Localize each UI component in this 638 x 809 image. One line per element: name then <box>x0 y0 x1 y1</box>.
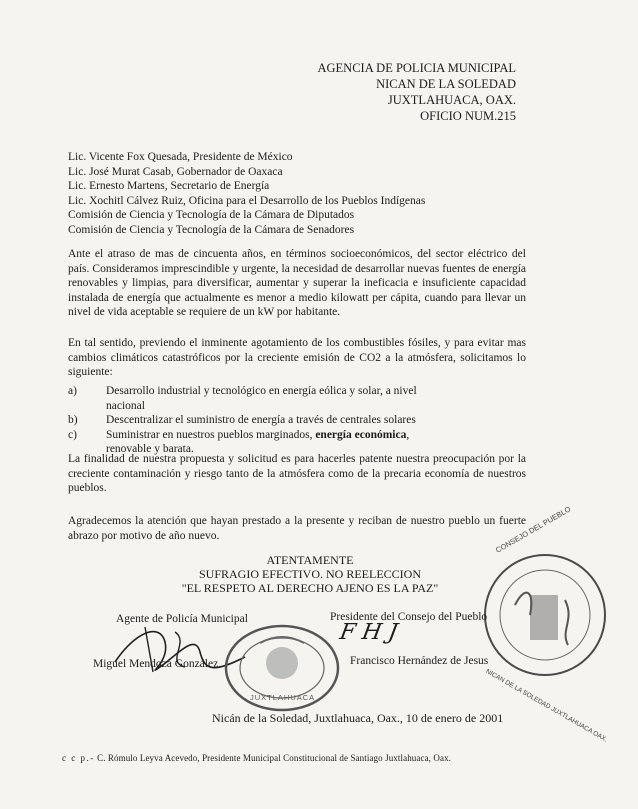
seal-text-left: JUXTLAHUACA <box>250 693 316 702</box>
recipients-list <box>68 150 425 238</box>
signer-right-initials: F H J <box>337 620 400 645</box>
list-item <box>68 384 528 413</box>
seal-text-right-top: CONSEJO DEL PUEBLO <box>494 504 573 555</box>
closing-motto: SUFRAGIO EFECTIVO. NO REELECCION <box>199 567 421 581</box>
list-item-text: Descentralizar el suministro de energía a través de centrales solares <box>106 414 416 426</box>
list-item <box>68 413 528 428</box>
municipality: JUXTLAHUACA, OAX. <box>387 93 516 107</box>
closing-salutation: ATENTAMENTE <box>266 553 354 567</box>
list-item-text-cont: renovable y barata. <box>106 443 194 455</box>
recipient-line: Lic. José Murat Casab, Gobernador de Oaxaca <box>68 165 283 178</box>
list-item-text-start: Suministrar en nuestros pueblos marginados, <box>106 428 316 441</box>
list-marker: b) <box>68 414 78 426</box>
recipient-line: Lic. Ernesto Martens, Secretario de Energía <box>68 180 270 193</box>
signer-right-name: Francisco Hernández de Jesus <box>350 655 489 667</box>
body-paragraph-4: Agradecemos la atención que hayan prestado a la presente y reciban de nuestro pueblo un fuerte abrazo por motivo de año nuevo. <box>68 515 526 542</box>
list-item-text-cont: nacional <box>106 399 145 412</box>
agency-name: AGENCIA DE POLICIA MUNICIPAL <box>317 61 516 75</box>
document-number: OFICIO NUM.215 <box>420 109 516 123</box>
list-item-punct: , <box>406 428 410 441</box>
closing-block <box>160 553 460 595</box>
list-item-text <box>106 428 528 443</box>
cc-recipient: C. Rómulo Leyva Acevedo, Presidente Municipal Constitucional de Santiago Juxtlahuaca, Oax. <box>94 753 452 763</box>
recipient-line: Lic. Vicente Fox Quesada, Presidente de México <box>68 151 293 163</box>
list-marker: a) <box>68 385 77 397</box>
closing-quote: "EL RESPETO AL DERECHO AJENO ES LA PAZ" <box>181 581 439 595</box>
body-paragraph-3: La finalidad de nuestra propuesta y solicitud es para hacerles patente nuestra preocupación por la creciente contaminación y riesgo tanto de la atmósfera como de la precaria economía de nuestros pueblos. <box>68 453 526 494</box>
seal-text-right-bottom: NICAN DE LA SOLEDAD JUXTLAHUACA OAX. <box>484 668 609 744</box>
cc-prefix: c c p.- <box>62 753 95 763</box>
body-paragraph-1: Ante el atraso de mas de cincuenta años, en términos socioeconómicos, del sector eléctrico del país. Consideramos imprescindible y urgente, la necesidad de desarrollar nuevas fuentes de energía renovables y limpias, para diversificar, aumentar y superar la ineficacia e insuficiente capacidad instalada de energía que actualmente es menor a medio kilowatt per cápita, cuando para llevar un nivel de vida aceptable se requiere de un kW por habitante. <box>68 248 526 318</box>
request-list <box>68 384 528 457</box>
list-marker: c) <box>68 428 77 441</box>
town-name: NICAN DE LA SOLEDAD <box>376 77 516 91</box>
date-line: Nicán de la Soledad, Juxtlahuaca, Oax., 10 de enero de 2001 <box>212 711 504 725</box>
body-paragraph-2: En tal sentido, previendo el inminente agotamiento de los combustibles fósiles, y para evitar mas cambios climáticos catastróficos por la creciente emisión de CO2 a la atmósfera, solicitamos lo siguiente: <box>68 337 526 378</box>
signer-left-title: Agente de Policía Municipal <box>116 613 248 625</box>
signer-right-title: Presidente del Consejo del Pueblo <box>330 611 488 623</box>
emphasis-text: energía económica <box>315 428 407 441</box>
recipient-line: Comisión de Ciencia y Tecnología de la Cámara de Diputados <box>68 209 355 222</box>
signer-left-name: Miguel Mendoza González <box>93 658 219 670</box>
list-item-text: Desarrollo industrial y tecnológico en energía eólica y solar, a nivel <box>106 385 417 397</box>
letterhead <box>317 60 516 124</box>
recipient-line: Lic. Xochitl Cálvez Ruiz, Oficina para el Desarrollo de los Pueblos Indígenas <box>68 194 426 207</box>
carbon-copy-line <box>62 753 451 763</box>
recipient-line: Comisión de Ciencia y Tecnología de la Cámara de Senadores <box>68 223 355 236</box>
